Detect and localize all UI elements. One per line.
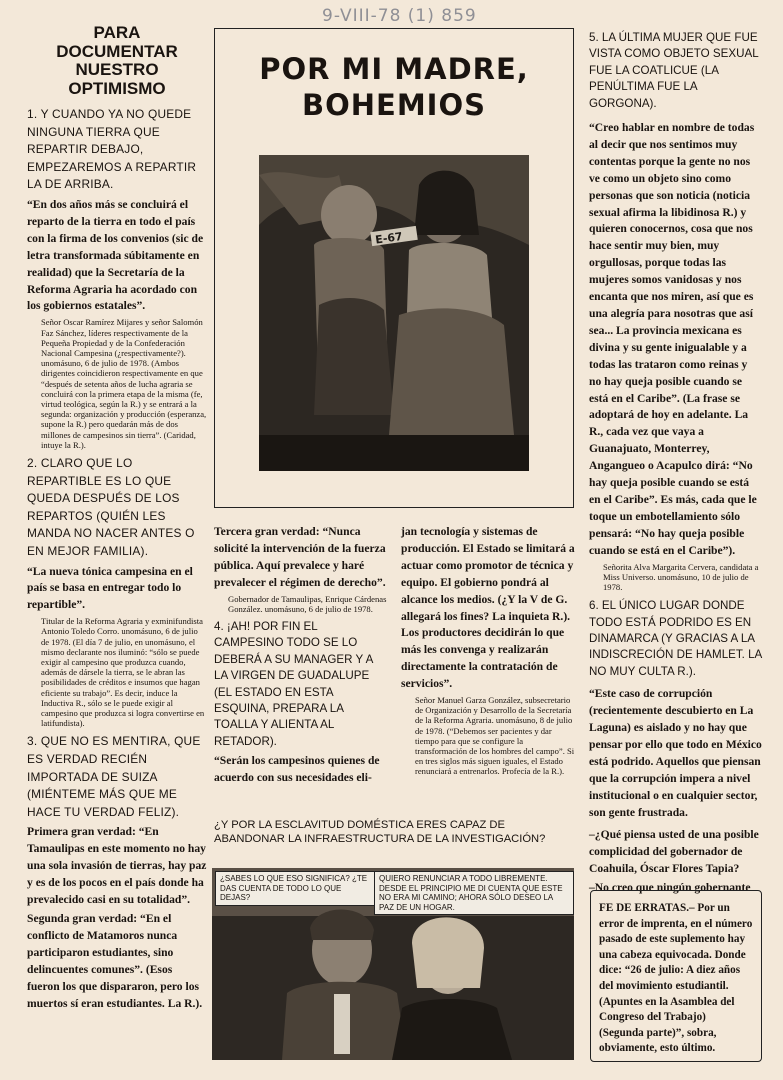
bohemios-photo [259, 155, 529, 471]
item-3-paragraph-1: Primera gran verdad: “En Tamaulipas en este momento no hay una sola invasión de tierras, hay paz y es de los pocos en el país donde ha prevalecido casi en su totalidad”. [27, 825, 207, 907]
third-truth-source: Gobernador de Tamaulipas, Enrique Cárdenas González. unomásuno, 6 de julio de 1978. [228, 593, 387, 614]
item-4-quote: “Serán los campesinos quienes de acuerdo con sus necesidades eli- [214, 754, 380, 785]
center-column-2 [401, 524, 575, 782]
item-6-heading: 6. EL ÚNICO LUGAR DONDE TODO ESTÁ PODRIDO ES EN DINAMARCA (Y GRACIAS A LA INDISCRECIÓN DE HAMLET. LA NO MUY CULTA R.). [589, 599, 762, 678]
bottom-feature [214, 818, 576, 846]
item-1-quote: “En dos años más se concluirá el reparto de la tierra en todo el país con la firma de los convenios (sic de letra transformada súbitamente en realidad) que la Secretaría de la Reforma Agraria ha acordado con los gobiernos estatales”. [27, 197, 204, 313]
item-1-heading: 1. Y CUANDO YA NO QUEDE NINGUNA TIERRA QUE REPARTIR DEBAJO, EMPEZAREMOS A REPARTIR LA DE ARRIBA. [27, 107, 197, 192]
item-6-quote: “Este caso de corrupción (recientemente descubierto en La Laguna) es aislado y no hay que pensar por ello que todo en México está podrido. Aquellos que piensan que la corrupción impera a nivel institucional o en cualquier sector, son gente frustrada. [589, 687, 762, 819]
photo-sign-text: E-67 [374, 229, 404, 247]
item-5-heading: 5. LA ÚLTIMA MUJER QUE FUE VISTA COMO OBJETO SEXUAL FUE LA COATLICUE (LA PENÚLTIMA FUE LA GORGONA). [589, 31, 759, 110]
third-truth-paragraph: Tercera gran verdad: “Nunca solicité la intervención de la fuerza pública. Aquí prevalece y haré prevalecer el régimen de derecho”. [214, 525, 386, 589]
feature-photo [259, 155, 529, 471]
item-2-source: Titular de la Reforma Agraria y exminifundista Antonio Toledo Corro. unomásuno, 6 de julio de 1978. (El día 7 de julio, en unomásuno, el mismo declarante nos iluminó: “sólo se puede exigir al campesino que produzca cuando, además de dársele la tierra, se le abran las posibilidades de créditos e insumos que hagan eficiente su trabajo”. Es decir, induce la Inductiva R., sólo se le puede exigir al campesino que produzca si logra convertirse en latifundista). [41, 616, 205, 729]
right-column [589, 30, 762, 899]
speech-bubble-right: QUIERO RENUNCIAR A TODO LIBREMENTE. DESDE EL PRINCIPIO ME DI CUENTA QUE ESTE NO ERA MI CAMINO; AHORA SÓLO DESEO LA PAZ DE UN HOGAR. [374, 871, 574, 915]
handwritten-annotation: 9-VIII-78 (1) 859 [322, 6, 477, 26]
speech-bubble-left: ¿SABES LO QUE ESO SIGNIFICA? ¿TE DAS CUENTA DE TODO LO QUE DEJAS? [215, 871, 375, 906]
item-6-answer: –No creo que ningún gobernante [589, 881, 751, 895]
section-title: PARA DOCUMENTAR NUESTRO OPTIMISMO [56, 23, 178, 98]
item-1-source: Señor Oscar Ramírez Mijares y señor Salomón Faz Sánchez, líderes respectivamente de la Pequeña Propiedad y de la Confederación Nacional Campesina (¿respectivamente?). unomásuno, 6 de julio de 1978. (Ambos dirigentes coincidieron respectivamente en que “después de setenta años de lucha agraria se concluirá con la primera etapa de la misma (fe, virtud teológica, según la R.) y se entrará a la segunda: organización y producción (esperanza, supone la R.) pero quedarán más de dos millones de campesinos sin tierra”. (Caridad, intuye la R.). [41, 317, 207, 450]
item-4-heading: 4. ¡AH! POR FIN EL CAMPESINO TODO SE LO DEBERÁ A SU MANAGER Y A LA VIRGEN DE GUADALUPE (EL ESTADO EN ESTA ESQUINA, PREPARA LA TOALLA Y ALIENTA AL RETADOR). [214, 620, 373, 748]
item-6-question: –¿Qué piensa usted de una posible complicidad del gobernador de Coahuila, Óscar Flores Tapia? [589, 828, 759, 876]
feature-frame [214, 28, 574, 508]
item-4-source: Señor Manuel Garza González, subsecretario de Organización y Desarrollo de la Secretaría de la Reforma Agraria. unomásuno, 8 de julio de 1978. (“Debemos ser pacientes y dar tiempo para que se configure la transformación de los hombres del campo”. Si en tres siglos más siguen iguales, el Estado renunciará a entrenarlos. Profecía de la R.). [415, 695, 575, 777]
item-3-heading: 3. QUE NO ES MENTIRA, QUE ES VERDAD RECIÉN IMPORTADA DE SUIZA (MIÉNTEME MÁS QUE ME HACE TU VERDAD FELIZ). [27, 734, 201, 819]
item-2-quote: “La nueva tónica campesina en el país se basa en entregar todo lo repartible”. [27, 564, 193, 612]
left-column [27, 24, 207, 1014]
item-5-quote: “Creo hablar en nombre de todas al decir que nos sentimos muy contentas porque la gente no nos ve como un objeto sino como personas que son noticia (noticia sexual afirma la libidinosa R.) y quieren conocernos, cosa que nos hace sentir muy bien, muy orgullosas, porque todas las mujeres somos vanidosas y nos encanta que nos miren, así que es una alegría para nosotras que así sea... La provincia mexicana es divina y su gente inigualable y a todas las trataron como reinas y no hay queja posible cuando se está en el Caribe”. (La frase se adoptará de hoy en adelante. La R., cada vez que vaya a Guanajuato, Monterrey, Angangueo o Acapulco dirá: “No hay queja posible cuando se está en el Caribe”. Es más, cada que le toque un embotellamiento sólo pensará: “No hay queja posible cuando se está en el Caribe”). [589, 121, 757, 557]
feature-title: POR MI MADRE, BOHEMIOS [259, 52, 529, 122]
item-4-quote-continued: jan tecnología y sistemas de producción. El Estado se limitará a actuar como promotor de técnica y equipo. El gobierno pondrá al alcance los medios. (¿Y la V de G. allegará los fines? La inquieta R.). Los productores decidirán lo que más les convenga y realizarán directamente la contratación de servicios”. [401, 525, 575, 691]
center-column-1 [214, 524, 389, 789]
item-5-source: Señorita Alva Margarita Cervera, candidata a Miss Universo. unomásuno, 10 de julio de 1978. [603, 561, 759, 592]
item-3-paragraph-2: Segunda gran verdad: “En el conflicto de Matamoros nunca participaron estudiantes, sino delincuentes comunes”. (Esos fueron los que dispararon, pero los muertos sí eran estudiantes. La R.). [27, 911, 203, 1010]
errata-text: FE DE ERRATAS.– Por un error de imprenta, en el número pasado de este suplemento hay una cabeza equivocada. Donde dice: “26 de julio: A diez años del movimiento estudiantil. (Apuntes en la Asamblea del Congreso del Trabajo) (Segunda parte)”, sobra, obviamente, esto último. [599, 902, 753, 1055]
errata-box [590, 890, 762, 1062]
item-2-heading: 2. CLARO QUE LO REPARTIBLE ES LO QUE QUEDA DESPUÉS DE LOS REPARTOS (QUIÉN LES MANDA NO NACER ANTES O EN MEJOR FAMILIA). [27, 455, 195, 558]
bottom-feature-heading: ¿Y POR LA ESCLAVITUD DOMÉSTICA ERES CAPAZ DE ABANDONAR LA INFRAESTRUCTURA DE LA INVESTIGACIÓN? [214, 819, 546, 845]
